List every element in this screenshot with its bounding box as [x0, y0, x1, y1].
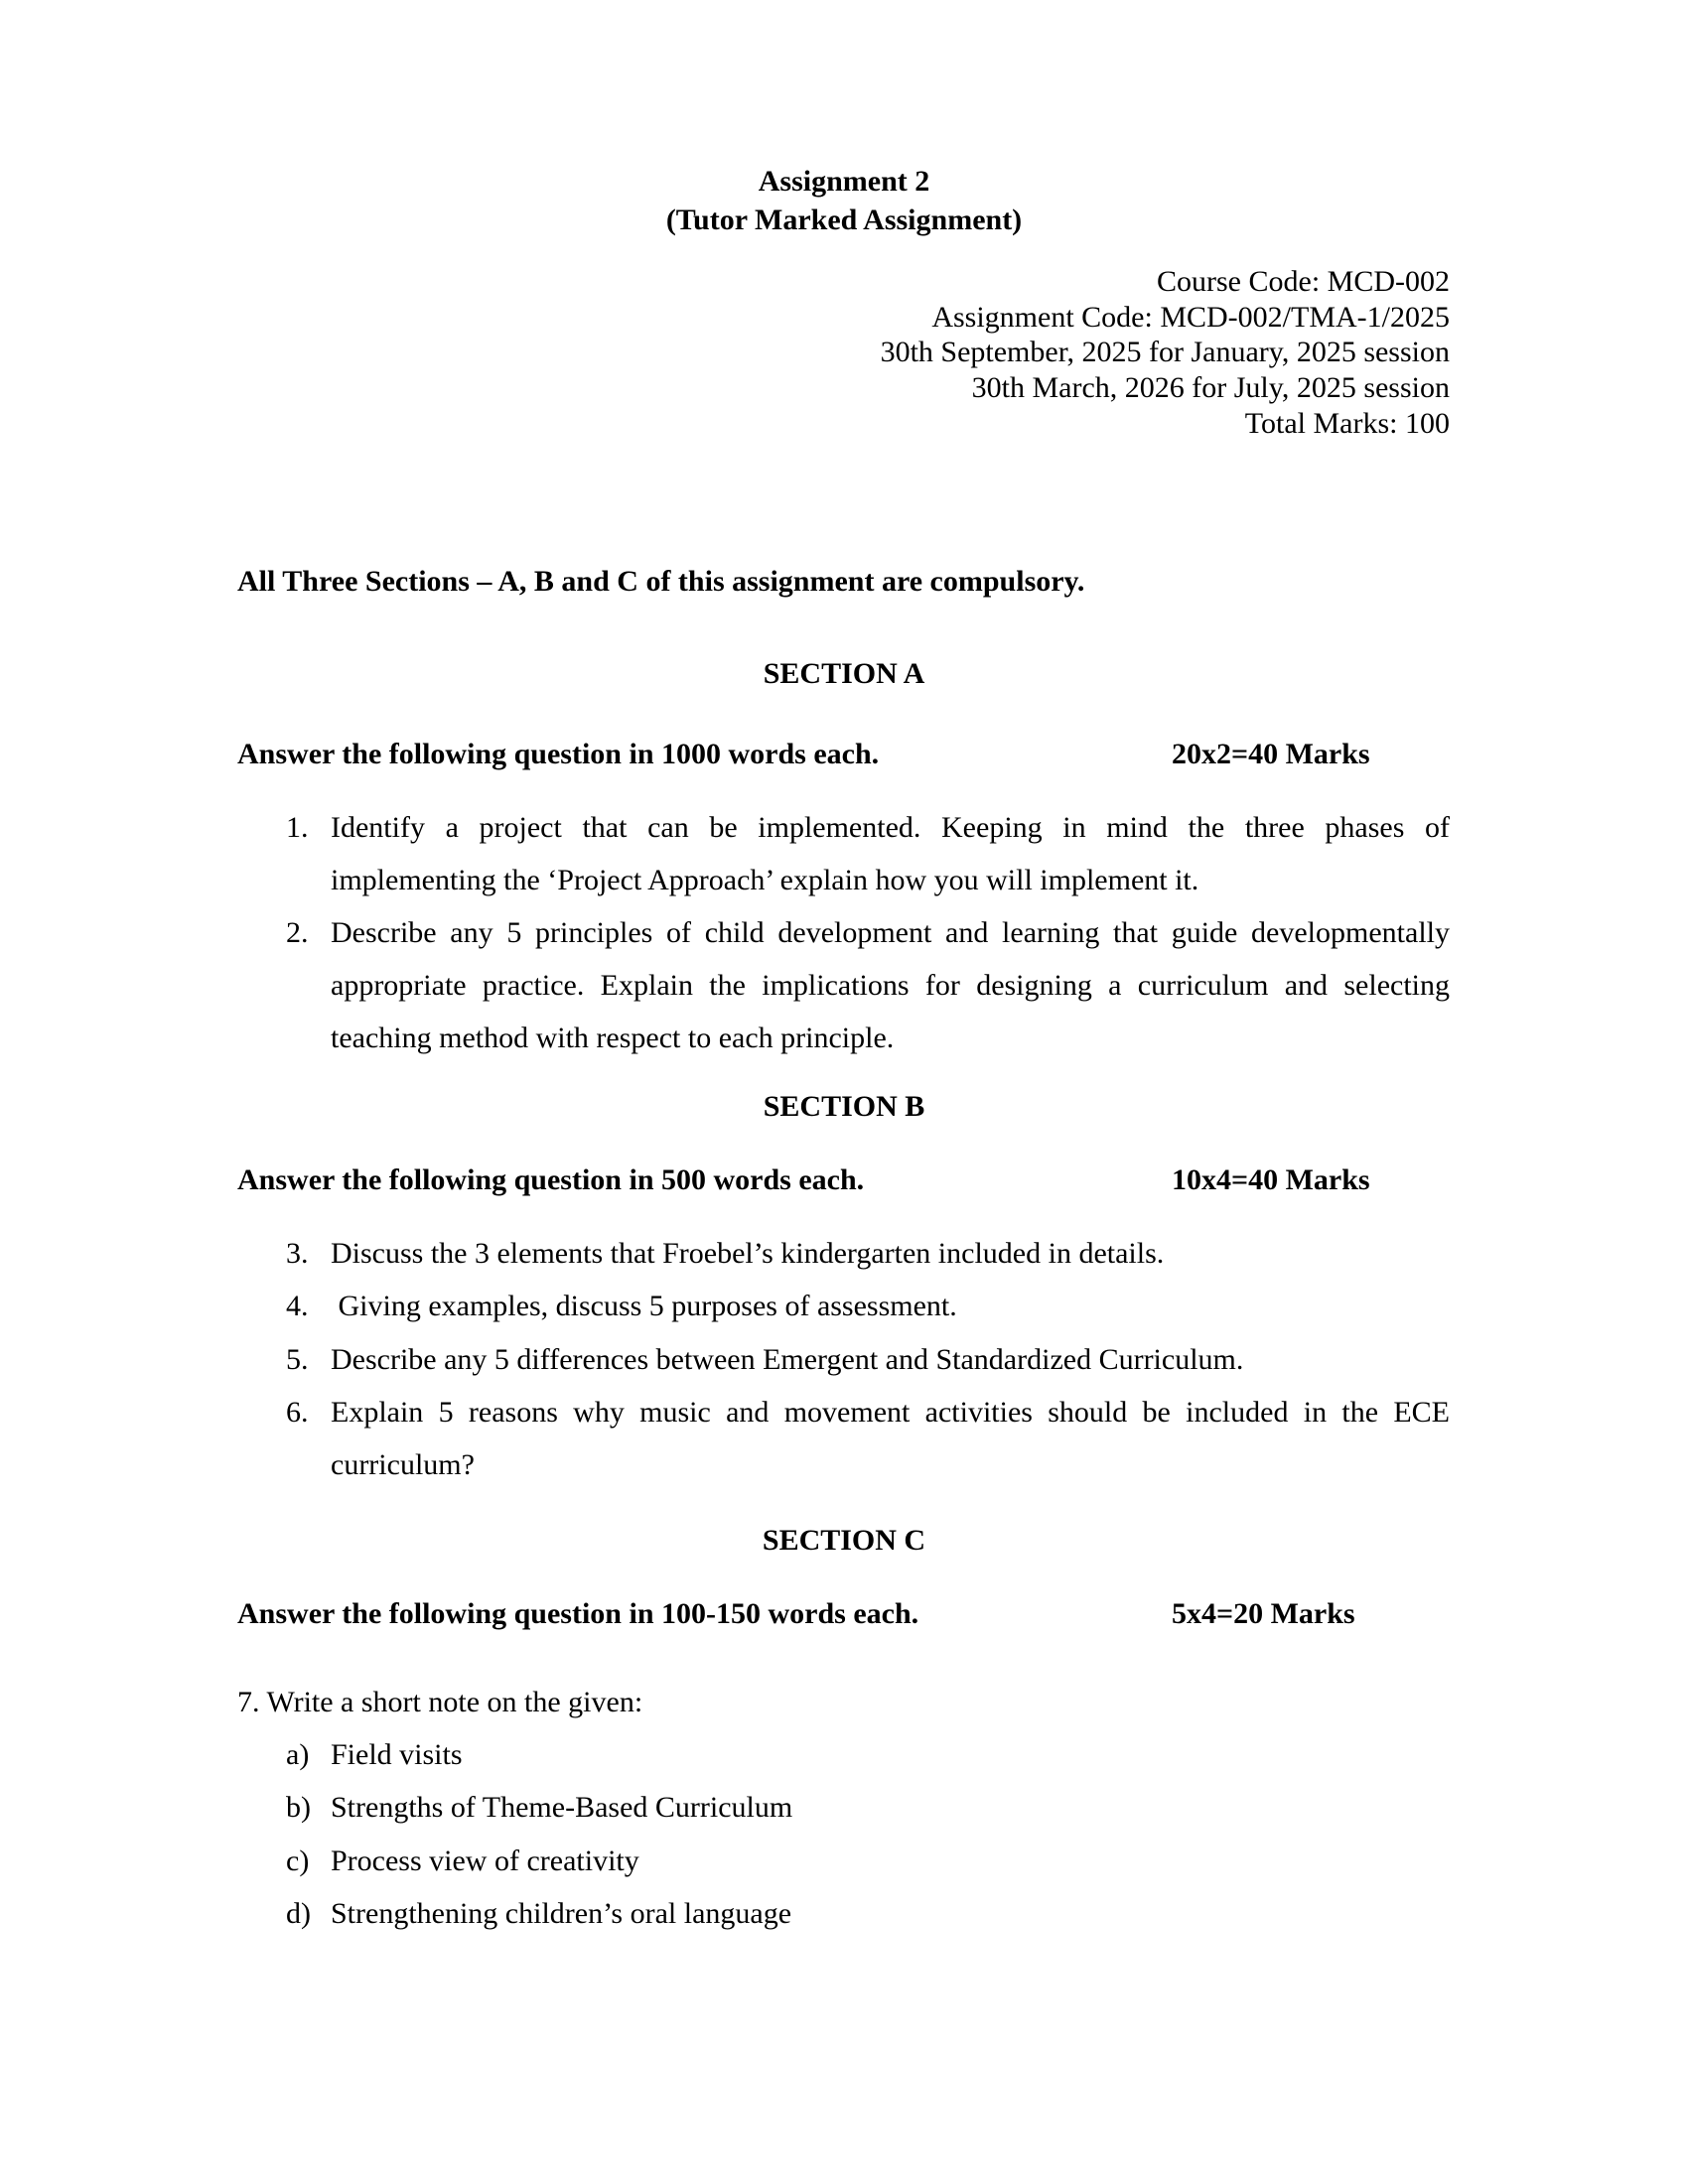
question-text-line: Identify a project that can be implemented. Keeping in mind the three phases of — [331, 811, 1450, 844]
subitem-label: a) — [286, 1738, 310, 1771]
question-7: 7. Write a short note on the given: — [237, 1686, 643, 1718]
subitem-label: b) — [286, 1791, 311, 1824]
subitem-text: Process view of creativity — [331, 1844, 639, 1877]
subitem-text: Strengths of Theme-Based Curriculum — [331, 1791, 793, 1824]
question-text-line: Describe any 5 principles of child development and learning that guide developmentally — [331, 916, 1450, 949]
question-number: 4. — [286, 1290, 309, 1322]
section-b-instruction: Answer the following question in 500 words each. — [237, 1163, 865, 1196]
question-number: 6. — [286, 1396, 309, 1429]
question-text-line: Describe any 5 differences between Emergent and Standardized Curriculum. — [331, 1343, 1244, 1376]
assignment-code: Assignment Code: MCD-002/TMA-1/2025 — [931, 301, 1450, 334]
section-b-title: SECTION B — [763, 1090, 925, 1123]
subitem-label: c) — [286, 1844, 310, 1877]
section-a-instruction: Answer the following question in 1000 words each. — [237, 738, 880, 770]
question-text-line: appropriate practice. Explain the implications for designing a curriculum and selecting — [331, 969, 1450, 1002]
question-number: 5. — [286, 1343, 309, 1376]
section-c-marks: 5x4=20 Marks — [1172, 1597, 1355, 1630]
question-number: 1. — [286, 811, 309, 844]
section-a-title: SECTION A — [763, 657, 925, 690]
subitem-text: Field visits — [331, 1738, 463, 1771]
section-b-marks: 10x4=40 Marks — [1172, 1163, 1370, 1196]
assignment-title: Assignment 2 — [758, 165, 930, 198]
deadline-july-session: 30th March, 2026 for July, 2025 session — [971, 371, 1450, 404]
question-text-line: Discuss the 3 elements that Froebel’s kindergarten included in details. — [331, 1237, 1165, 1270]
section-a-marks: 20x2=40 Marks — [1172, 738, 1370, 770]
total-marks: Total Marks: 100 — [1244, 407, 1450, 440]
question-text-line: Explain 5 reasons why music and movement activities should be included in the ECE — [331, 1396, 1450, 1429]
question-text-line: implementing the ‘Project Approach’ explain how you will implement it. — [331, 864, 1199, 896]
course-code: Course Code: MCD-002 — [1157, 265, 1450, 298]
question-text-line: teaching method with respect to each principle. — [331, 1022, 895, 1054]
question-number: 2. — [286, 916, 309, 949]
assignment-subtitle: (Tutor Marked Assignment) — [665, 204, 1023, 236]
deadline-january-session: 30th September, 2025 for January, 2025 session — [880, 336, 1450, 368]
section-c-instruction: Answer the following question in 100-150 words each. — [237, 1597, 919, 1630]
subitem-label: d) — [286, 1897, 311, 1930]
question-text-line: Giving examples, discuss 5 purposes of assessment. — [331, 1290, 957, 1322]
subitem-text: Strengthening children’s oral language — [331, 1897, 792, 1930]
question-number: 3. — [286, 1237, 309, 1270]
question-text-line: curriculum? — [331, 1448, 475, 1481]
general-instruction: All Three Sections – A, B and C of this assignment are compulsory. — [237, 565, 1085, 598]
section-c-title: SECTION C — [762, 1524, 926, 1557]
